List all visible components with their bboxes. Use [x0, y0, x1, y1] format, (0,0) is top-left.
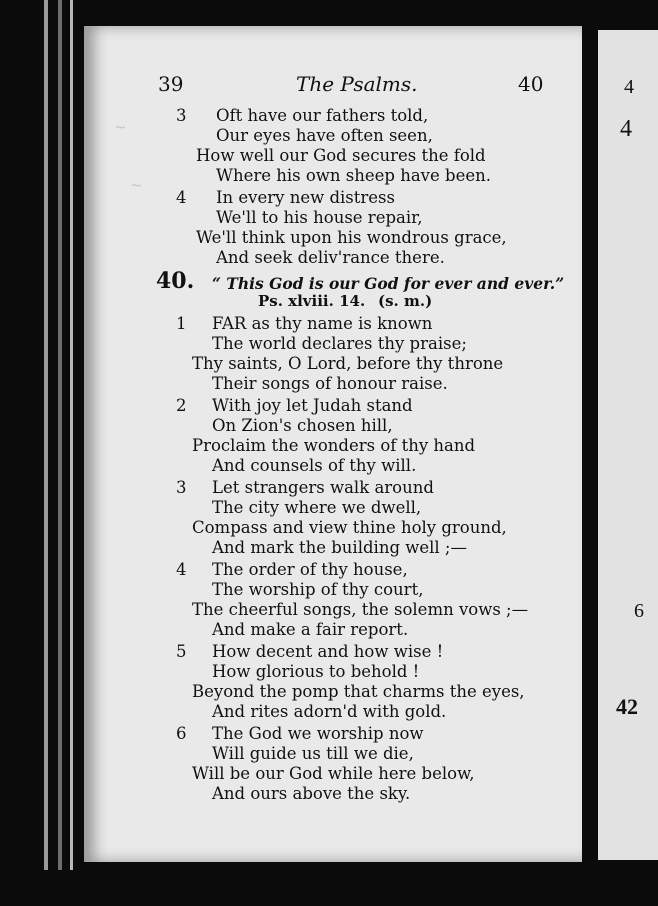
- verse-line: How decent and how wise !: [212, 642, 444, 661]
- verse-number: 2: [176, 396, 187, 415]
- verse-number: 3: [176, 106, 187, 125]
- verse-line: We'll think upon his wondrous grace,: [196, 228, 507, 247]
- psalm-number: 40.: [156, 268, 195, 294]
- verse-line: And counsels of thy will.: [212, 456, 417, 475]
- book-spine-edge: [44, 0, 48, 870]
- verse-line: The world declares thy praise;: [212, 334, 467, 353]
- facing-page-number: 4: [624, 76, 634, 98]
- verse-line: And make a fair report.: [212, 620, 409, 639]
- verse-line: Our eyes have often seen,: [216, 126, 433, 145]
- psalm-reference: Ps. xlviii. 14.: [258, 292, 366, 310]
- verse-line: FAR as thy name is known: [212, 314, 433, 333]
- facing-page-edge: [598, 30, 658, 860]
- verse-number: 5: [176, 642, 187, 661]
- verse-line: Proclaim the wonders of thy hand: [192, 436, 476, 455]
- verse-line: With joy let Judah stand: [212, 396, 413, 415]
- verse-line: How glorious to behold !: [212, 662, 420, 681]
- facing-page-psalm-number: 42: [616, 694, 638, 719]
- verse-line: Where his own sheep have been.: [216, 166, 491, 185]
- verse-line: The city where we dwell,: [212, 498, 422, 517]
- verse-line: Beyond the pomp that charms the eyes,: [192, 682, 525, 701]
- verse-number: 1: [176, 314, 187, 333]
- verse-number: 6: [176, 724, 187, 743]
- verse-line: Let strangers walk around: [212, 478, 434, 497]
- page-number-right: 40: [518, 72, 544, 96]
- verse-line: Their songs of honour raise.: [212, 374, 448, 393]
- verse-number: 4: [176, 188, 187, 207]
- verse-line: Thy saints, O Lord, before thy throne: [192, 354, 504, 373]
- verse-line: The worship of thy court,: [212, 580, 424, 599]
- verse-line: And ours above the sky.: [212, 784, 411, 803]
- book-spine-edge: [70, 0, 73, 870]
- verse-line: Oft have our fathers told,: [216, 106, 429, 125]
- verse-line: And mark the building well ;—: [212, 538, 467, 557]
- page-number-left: 39: [158, 72, 184, 96]
- verse-line: The order of thy house,: [212, 560, 408, 579]
- verse-line: Will be our God while here below,: [192, 764, 475, 783]
- book-spine-edge: [58, 0, 62, 870]
- psalm-subtitle: “ This God is our God for ever and ever.”: [212, 274, 565, 293]
- verse-number: 4: [176, 560, 187, 579]
- verse-line: The cheerful songs, the solemn vows ;—: [192, 600, 529, 619]
- verse-line: On Zion's chosen hill,: [212, 416, 393, 435]
- facing-page-verse-number: 6: [634, 600, 644, 622]
- verse-line: Compass and view thine holy ground,: [192, 518, 507, 537]
- verse-line: And rites adorn'd with gold.: [212, 702, 447, 721]
- verse-line: The God we worship now: [212, 724, 424, 743]
- facing-page-verse-number: 4: [620, 116, 632, 142]
- verse-line: And seek deliv'rance there.: [216, 248, 445, 267]
- verse-line: In every new distress: [216, 188, 395, 207]
- verse-number: 3: [176, 478, 187, 497]
- verse-line: Will guide us till we die,: [212, 744, 414, 763]
- verse-line: How well our God secures the fold: [196, 146, 486, 165]
- psalm-meter: (s. m.): [378, 292, 433, 310]
- running-head-title: The Psalms.: [296, 72, 418, 96]
- verse-line: We'll to his house repair,: [216, 208, 423, 227]
- show-through-text: ~ ~: [114, 118, 143, 194]
